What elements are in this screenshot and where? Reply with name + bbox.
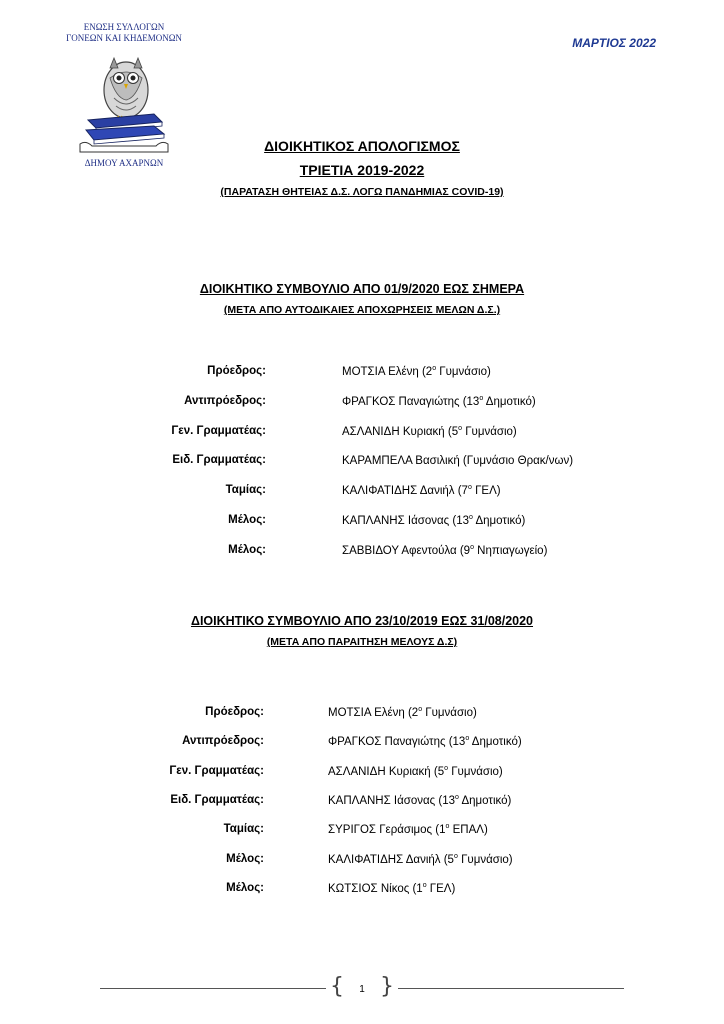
member-role: Αντιπρόεδρος:	[184, 394, 266, 407]
member-role: Γεν. Γραμματέας:	[171, 424, 266, 437]
member-role: Πρόεδρος:	[207, 365, 266, 377]
member-name-text: ΜΟΤΣΙΑ Ελένη (2	[342, 365, 433, 378]
ordinal-superscript: ο	[467, 484, 472, 492]
member-name-text: ΚΑΛΙΦΑΤΙΔΗΣ Δανιήλ (5	[328, 853, 454, 866]
board1-subheading: (ΜΕΤΑ ΑΠΟ ΑΥΤΟΔΙΚΑΙΕΣ ΑΠΟΧΩΡΗΣΕΙΣ ΜΕΛΩΝ Δ.Σ.)	[223, 304, 501, 316]
member-name-text: ΣΑΒΒΙΔΟΥ Αφεντούλα (9	[342, 544, 471, 557]
member-school-text: ΓΕΛ)	[426, 882, 456, 895]
member-name-text: ΣΥΡΙΓΟΣ Γεράσιμος (1	[328, 824, 446, 837]
member-school-text: Δημοτικό)	[472, 514, 526, 527]
member-role: Αντιπρόεδρος:	[182, 735, 264, 748]
member-name-text: ΚΑΠΛΑΝΗΣ Ιάσονας (13	[342, 514, 470, 527]
logo-top-line2: ΓΟΝΕΩΝ ΚΑΙ ΚΗΔΕΜΟΝΩΝ	[66, 33, 182, 43]
member-role: Ταμίας:	[223, 823, 264, 836]
ordinal-superscript: ο	[445, 823, 450, 831]
ordinal-superscript: ο	[432, 365, 437, 372]
member-name-text: ΑΣΛΑΝΙΔΗ Κυριακή (5	[342, 425, 459, 438]
member-name-text: ΚΩΤΣΙΟΣ Νίκος (1	[328, 882, 423, 895]
member-school-text: Δημοτικό)	[483, 395, 536, 408]
member-school-text: Γυμνάσιο)	[436, 365, 491, 378]
member-name	[342, 454, 573, 467]
ordinal-superscript: ο	[444, 764, 448, 772]
member-school-text: Γυμνάσιο)	[457, 853, 513, 866]
ordinal-superscript: ο	[418, 706, 423, 713]
member-role: Μέλος:	[226, 881, 264, 894]
member-school-text: ΓΕΛ)	[471, 485, 501, 498]
member-name	[328, 794, 511, 807]
footer-brace-right: }	[380, 974, 394, 999]
member-role: Ταμίας:	[225, 484, 266, 497]
document-date: ΜΑΡΤΙΟΣ 2022	[572, 36, 656, 50]
footer-brace-left: {	[330, 974, 344, 999]
document-subtitle: ΤΡΙΕΤΙΑ 2019-2022	[299, 162, 425, 178]
member-name-text: ΑΣΛΑΝΙΔΗ Κυριακή (5	[328, 765, 445, 778]
member-school-text: Δημοτικό)	[458, 794, 512, 807]
member-name	[342, 395, 536, 408]
member-school-text: Γυμνάσιο)	[448, 765, 503, 778]
member-name	[342, 425, 517, 438]
member-name	[342, 365, 491, 378]
member-role: Μέλος:	[228, 543, 266, 556]
member-name-text: ΚΑΠΛΑΝΗΣ Ιάσονας (13	[328, 794, 456, 807]
board2-subheading: (ΜΕΤΑ ΑΠΟ ΠΑΡΑΙΤΗΣΗ ΜΕΛΟΥΣ Δ.Σ)	[266, 636, 458, 648]
member-name	[328, 765, 503, 778]
logo-top-line1: ΕΝΩΣΗ ΣΥΛΛΟΓΩΝ	[83, 22, 165, 32]
member-name	[328, 706, 477, 719]
ordinal-superscript: ο	[453, 852, 458, 860]
member-name	[328, 823, 488, 836]
member-school-text: Νηπιαγωγείο)	[473, 544, 548, 557]
board2-heading: ΔΙΟΙΚΗΤΙΚΟ ΣΥΜΒΟΥΛΙΟ ΑΠΟ 23/10/2019 ΕΩΣ 31/08/2020	[190, 614, 534, 628]
logo-top-text	[58, 22, 190, 44]
member-name	[328, 853, 513, 866]
ordinal-superscript: ο	[470, 543, 474, 551]
member-name-text: ΜΟΤΣΙΑ Ελένη (2	[328, 706, 419, 719]
member-name	[342, 514, 525, 527]
ordinal-superscript: ο	[422, 881, 427, 889]
member-role: Μέλος:	[226, 852, 264, 865]
member-school-text: Γυμνάσιο)	[462, 425, 517, 438]
member-name-text: ΦΡΑΓΚΟΣ Παναγιώτης (13	[328, 736, 466, 749]
ordinal-superscript: ο	[469, 514, 473, 521]
member-school-text: ΕΠΑΛ)	[449, 824, 488, 837]
member-school-text: Γυμνάσιο)	[422, 706, 477, 719]
board1-heading: ΔΙΟΙΚΗΤΙΚΟ ΣΥΜΒΟΥΛΙΟ ΑΠΟ 01/9/2020 ΕΩΣ ΣΗΜΕΡΑ	[199, 282, 525, 296]
member-name	[328, 882, 455, 895]
member-name-text: ΚΑΡΑΜΠΕΛΑ Βασιλική (Γυμνάσιο Θρακ/νων)	[342, 455, 574, 468]
member-name-text: ΦΡΑΓΚΟΣ Παναγιώτης (13	[342, 395, 480, 408]
ordinal-superscript: ο	[479, 394, 484, 402]
member-name	[342, 484, 501, 497]
member-role: Ειδ. Γραμματέας:	[170, 793, 264, 806]
member-name-text: ΚΑΛΙΦΑΤΙΔΗΣ Δανιήλ (7	[342, 485, 468, 498]
member-school-text: Δημοτικό)	[469, 736, 522, 749]
member-role: Ειδ. Γραμματέας:	[172, 454, 266, 467]
document-note: (ΠΑΡΑΤΑΣΗ ΘΗΤΕΙΑΣ Δ.Σ. ΛΟΓΩ ΠΑΝΔΗΜΙΑΣ COVID-19)	[220, 186, 504, 198]
ordinal-superscript: ο	[465, 735, 470, 743]
member-role: Μέλος:	[228, 514, 266, 526]
member-name	[342, 544, 547, 557]
ordinal-superscript: ο	[458, 424, 462, 432]
document-title: ΔΙΟΙΚΗΤΙΚΟΣ ΑΠΟΛΟΓΙΣΜΟΣ	[264, 138, 460, 154]
member-name	[328, 735, 522, 748]
page-number: 1	[359, 984, 365, 995]
logo-bottom-text: ΔΗΜΟΥ ΑΧΑΡΝΩΝ	[84, 158, 164, 168]
member-role: Γεν. Γραμματέας:	[169, 764, 264, 777]
ordinal-superscript: ο	[455, 793, 459, 801]
member-role: Πρόεδρος:	[205, 706, 264, 718]
